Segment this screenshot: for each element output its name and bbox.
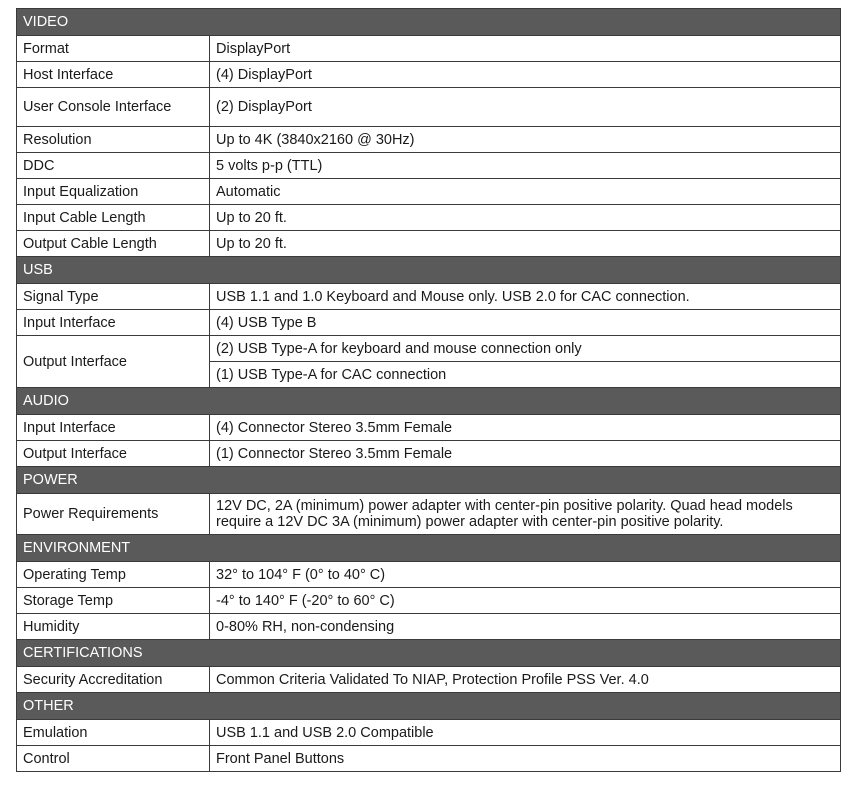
row-label: Control — [17, 746, 210, 772]
row-label: Host Interface — [17, 62, 210, 88]
row-value: Up to 20 ft. — [210, 231, 841, 257]
table-row — [17, 494, 841, 535]
row-label: Output Cable Length — [17, 231, 210, 257]
table-row — [17, 231, 841, 257]
row-label: Output Interface — [17, 441, 210, 467]
table-row — [17, 205, 841, 231]
row-value: (2) DisplayPort — [210, 88, 841, 127]
table-row — [17, 746, 841, 772]
section-header-power — [17, 467, 841, 494]
section-header-audio — [17, 388, 841, 415]
section-header-environment — [17, 535, 841, 562]
row-value: USB 1.1 and 1.0 Keyboard and Mouse only. USB 2.0 for CAC connection. — [210, 284, 841, 310]
table-row — [17, 153, 841, 179]
row-value: Front Panel Buttons — [210, 746, 841, 772]
table-row — [17, 36, 841, 62]
section-header-certifications — [17, 640, 841, 667]
section-title: CERTIFICATIONS — [17, 640, 841, 667]
row-label: Input Cable Length — [17, 205, 210, 231]
row-label: Power Requirements — [17, 494, 210, 535]
row-value: DisplayPort — [210, 36, 841, 62]
row-value: (4) Connector Stereo 3.5mm Female — [210, 415, 841, 441]
row-value: Up to 20 ft. — [210, 205, 841, 231]
row-label: Input Equalization — [17, 179, 210, 205]
row-label: Output Interface — [17, 336, 210, 388]
row-label: Input Interface — [17, 310, 210, 336]
section-title: AUDIO — [17, 388, 841, 415]
row-label: Security Accreditation — [17, 667, 210, 693]
table-row — [17, 88, 841, 127]
table-row — [17, 179, 841, 205]
section-title: ENVIRONMENT — [17, 535, 841, 562]
row-value: 12V DC, 2A (minimum) power adapter with center-pin positive polarity. Quad head models require a 12V DC 3A (minimum) power adapter with center-pin positive polarity. — [210, 494, 841, 535]
row-value: (4) USB Type B — [210, 310, 841, 336]
table-row — [17, 336, 841, 362]
table-row — [17, 284, 841, 310]
section-title: OTHER — [17, 693, 841, 720]
table-row — [17, 127, 841, 153]
row-label: Format — [17, 36, 210, 62]
row-value: 0-80% RH, non-condensing — [210, 614, 841, 640]
row-value: -4° to 140° F (-20° to 60° C) — [210, 588, 841, 614]
row-label: Emulation — [17, 720, 210, 746]
row-value: Up to 4K (3840x2160 @ 30Hz) — [210, 127, 841, 153]
section-title: USB — [17, 257, 841, 284]
row-value: 32° to 104° F (0° to 40° C) — [210, 562, 841, 588]
row-label: Signal Type — [17, 284, 210, 310]
table-row — [17, 310, 841, 336]
table-row — [17, 415, 841, 441]
row-label: Resolution — [17, 127, 210, 153]
section-title: POWER — [17, 467, 841, 494]
row-value: (1) Connector Stereo 3.5mm Female — [210, 441, 841, 467]
row-value: (4) DisplayPort — [210, 62, 841, 88]
table-row — [17, 441, 841, 467]
section-header-other — [17, 693, 841, 720]
table-row — [17, 720, 841, 746]
table-row — [17, 62, 841, 88]
table-row — [17, 614, 841, 640]
row-label: Humidity — [17, 614, 210, 640]
row-value: 5 volts p-p (TTL) — [210, 153, 841, 179]
section-header-video — [17, 9, 841, 36]
row-value: Automatic — [210, 179, 841, 205]
row-label: User Console Interface — [17, 88, 210, 127]
section-title: VIDEO — [17, 9, 841, 36]
table-row — [17, 588, 841, 614]
row-value: (2) USB Type-A for keyboard and mouse connection only — [210, 336, 841, 362]
row-label: Operating Temp — [17, 562, 210, 588]
row-value: Common Criteria Validated To NIAP, Protection Profile PSS Ver. 4.0 — [210, 667, 841, 693]
table-row — [17, 562, 841, 588]
row-label: Storage Temp — [17, 588, 210, 614]
section-header-usb — [17, 257, 841, 284]
row-label: Input Interface — [17, 415, 210, 441]
row-label: DDC — [17, 153, 210, 179]
table-row — [17, 667, 841, 693]
row-value: USB 1.1 and USB 2.0 Compatible — [210, 720, 841, 746]
spec-table — [16, 8, 841, 772]
row-value: (1) USB Type-A for CAC connection — [210, 362, 841, 388]
